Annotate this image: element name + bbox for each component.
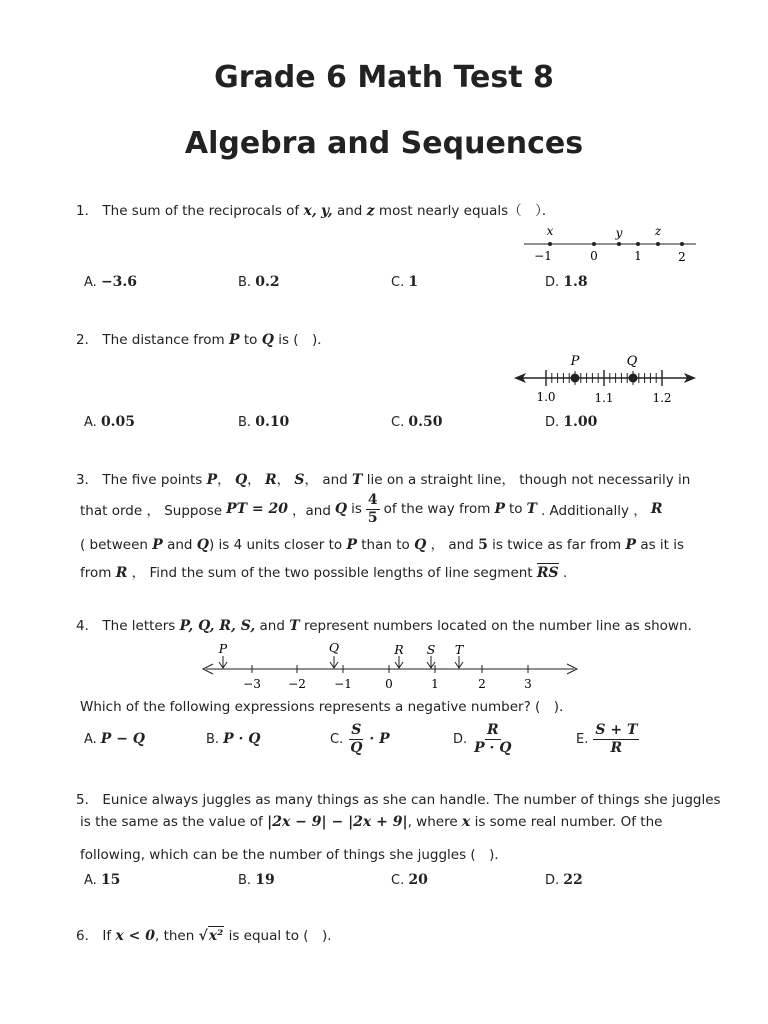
point-label-s: S — [426, 642, 436, 657]
number-line-dot — [656, 242, 660, 246]
question-4-number-line — [198, 638, 582, 694]
tick-label: 1 — [634, 249, 642, 263]
question-3-line-2: that orde ， Suppose PT = 20 ，and Q is $\frac{4}{5}$ of the way from P to T . Additionally ， R — [80, 491, 663, 526]
number-line-dot — [617, 242, 621, 246]
number-line-dot — [680, 242, 684, 246]
tick-label: −1 — [534, 249, 552, 263]
question-1-number-line — [520, 222, 700, 266]
option-b[interactable]: B. 0.2 — [238, 274, 280, 290]
tick-label: 2 — [678, 250, 686, 264]
question-1-stem: 1． The sum of the reciprocals of x, y, and z most nearly equals（ ）． — [76, 203, 556, 219]
tick-label: 0 — [590, 249, 598, 263]
question-3-line-4: from R ， Find the sum of the two possible lengths of line segment RS . — [80, 565, 568, 581]
question-number: 1． — [76, 203, 99, 219]
tick-label: 1.1 — [594, 391, 614, 405]
option-b[interactable]: B. P · Q — [206, 731, 261, 747]
point-label-x: x — [546, 224, 554, 238]
option-a[interactable]: A. 0.05 — [84, 414, 136, 430]
point-label-p: P — [218, 641, 228, 656]
tick-label: 1 — [431, 677, 439, 691]
option-c[interactable]: C. $\frac{S}{Q}$ · P — [330, 721, 390, 756]
tick-label: −1 — [334, 677, 352, 691]
question-number: 2． — [76, 332, 99, 348]
question-4-prompt: Which of the following expressions represents a negative number? ( )． — [80, 699, 573, 715]
tick-label: 2 — [478, 677, 486, 691]
option-d[interactable]: D. 1.8 — [545, 274, 588, 290]
question-number: 5． — [76, 792, 99, 808]
option-d[interactable]: D. 22 — [545, 872, 583, 888]
option-b[interactable]: B. 0.10 — [238, 414, 290, 430]
number-line-dot — [592, 242, 596, 246]
point-label-z: z — [654, 224, 662, 238]
number-line-dot — [548, 242, 552, 246]
option-a[interactable]: A. P − Q — [84, 731, 145, 747]
question-2-stem: 2． The distance from P to Q is ( )． — [76, 332, 331, 348]
question-6-stem: 6． If x < 0, then √x² is equal to ( )． — [76, 928, 341, 944]
option-c[interactable]: C. 0.50 — [391, 414, 443, 430]
question-5-line-1: 5． Eunice always juggles as many things as she can handle. The number of things she juggles — [76, 792, 721, 808]
number-line-dot — [636, 242, 640, 246]
tick-label: 1.0 — [536, 390, 556, 404]
page-subtitle: Algebra and Sequences — [184, 126, 584, 161]
question-number: 4． — [76, 618, 99, 634]
option-c[interactable]: C. 20 — [391, 872, 428, 888]
point-label-t: T — [454, 642, 464, 657]
option-a[interactable]: A. −3.6 — [84, 274, 138, 290]
question-4-stem: 4． The letters P, Q, R, S, and T represent numbers located on the number line as shown. — [76, 618, 692, 634]
point-label-r: R — [394, 642, 404, 657]
tick-label: 0 — [385, 677, 393, 691]
point-label-p: P — [570, 354, 580, 369]
radicand: x² — [208, 928, 224, 944]
option-c[interactable]: C. 1 — [391, 274, 419, 290]
question-2-number-line — [512, 350, 698, 408]
tick-label: −3 — [243, 677, 261, 691]
page-title: Grade 6 Math Test 8 — [214, 60, 554, 95]
option-b[interactable]: B. 19 — [238, 872, 275, 888]
question-5-line-2: is the same as the value of |2x − 9| − |2x + 9|, where x is some real number. Of the — [80, 814, 663, 830]
question-number: 3． — [76, 472, 99, 488]
point-label-q: Q — [626, 354, 638, 369]
point-p — [571, 374, 580, 383]
question-5-line-3: following, which can be the number of things she juggles ( )． — [80, 847, 508, 863]
question-3-line-3: ( between P and Q) is 4 units closer to P than to Q ， and 5 is twice as far from P as it is — [80, 537, 685, 553]
question-number: 6． — [76, 928, 99, 944]
option-d[interactable]: D. $\frac{R}{P \cdot Q}$ — [453, 721, 512, 756]
option-d[interactable]: D. 1.00 — [545, 414, 598, 430]
fraction-four-fifths: $\frac{4}{5}$ — [367, 491, 378, 526]
tick-label: −2 — [288, 677, 306, 691]
segment-rs: RS — [536, 565, 559, 581]
option-e[interactable]: E. $\frac{S + T}{R}$ — [576, 721, 638, 756]
option-a[interactable]: A. 15 — [84, 872, 121, 888]
tick-label: 3 — [524, 677, 532, 691]
point-q — [629, 374, 638, 383]
point-label-q: Q — [328, 640, 340, 655]
point-label-y: y — [615, 226, 623, 240]
question-3-line-1: 3． The five points P， Q， R， S， and T lie on a straight line， though not necessarily in — [76, 472, 691, 488]
tick-label: 1.2 — [652, 391, 672, 405]
radical-sign: √ — [198, 928, 208, 944]
